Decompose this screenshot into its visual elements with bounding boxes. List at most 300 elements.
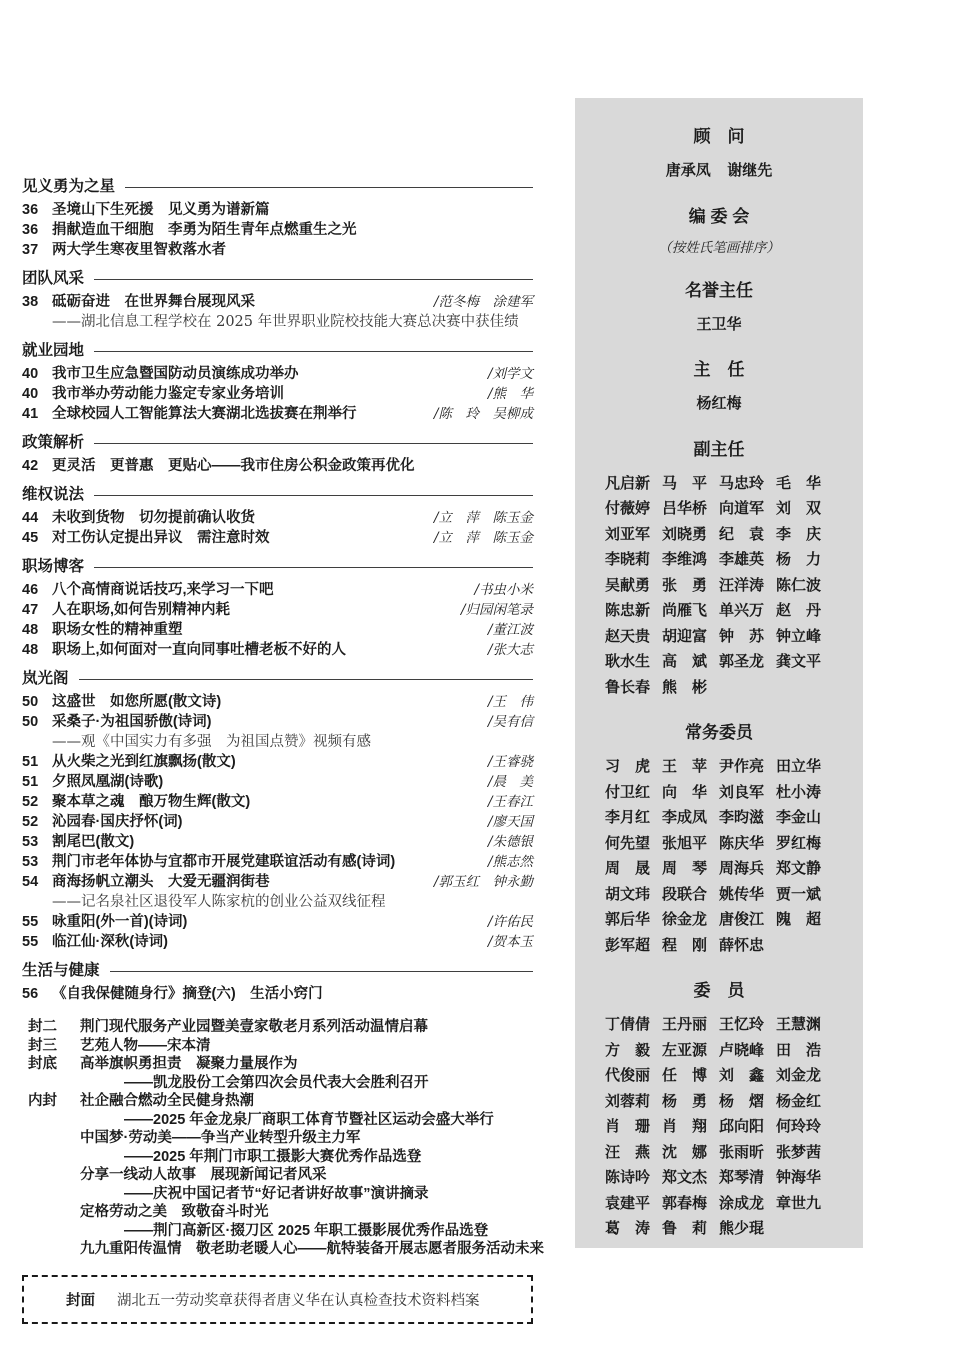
member-name: 李维鸿 — [662, 551, 708, 568]
board-name-row — [605, 496, 833, 522]
cover-box-text: 湖北五一劳动奖章获得者唐义华在认真检查技术资料档案 — [117, 1292, 480, 1309]
section-entries — [22, 456, 533, 476]
article-author: /贺本玉 — [487, 934, 533, 950]
section-rule — [79, 679, 533, 680]
member-name: 马忠玲 — [719, 474, 765, 492]
board-rows — [575, 471, 863, 701]
board-name-row — [575, 158, 863, 184]
page-number: 52 — [22, 794, 39, 810]
section-header — [22, 434, 533, 451]
article-author: /王睿骁 — [487, 754, 533, 770]
toc-entry — [22, 580, 533, 600]
section-entries — [22, 508, 533, 548]
toc-entry-row — [22, 812, 533, 832]
article-author: /立 萍 陈玉金 — [433, 510, 533, 526]
board-name-row — [605, 522, 833, 548]
member-name: 葛 涛 — [605, 1220, 651, 1237]
member-name: 唐承凤 — [665, 162, 711, 179]
board-name-row — [605, 907, 833, 933]
toc-entry — [22, 240, 533, 260]
member-name: 陈庆华 — [719, 834, 765, 852]
toc-entry — [22, 872, 533, 912]
member-name: 向 华 — [662, 783, 708, 801]
member-name: 涂成龙 — [719, 1194, 765, 1212]
member-name: 郑琴清 — [719, 1169, 765, 1186]
page-number: 51 — [22, 754, 39, 770]
member-name: 任 博 — [662, 1067, 708, 1084]
article-author: /吴有信 — [487, 714, 533, 730]
member-name: 熊 彬 — [662, 678, 708, 696]
member-name: 钟立峰 — [776, 627, 822, 645]
member-name: 汪 燕 — [605, 1143, 651, 1161]
board-name-row — [605, 573, 833, 599]
member-name: 代俊丽 — [605, 1067, 651, 1084]
member-name: 刘 鑫 — [719, 1067, 765, 1084]
board-group — [575, 722, 863, 958]
section-title: 就业园地 — [22, 342, 85, 359]
member-name: 张雨昕 — [719, 1143, 765, 1161]
article-author: /刘学文 — [487, 366, 533, 382]
member-name: 王慧渊 — [776, 1016, 822, 1033]
member-name: 毛 华 — [776, 474, 822, 492]
member-name: 刘 双 — [776, 500, 822, 517]
article-title: 圣境山下生死援 见义勇为谱新篇 — [52, 202, 270, 218]
section-title: 岚光阁 — [22, 670, 69, 687]
toc-entry-row — [22, 580, 533, 600]
board-name-row — [575, 312, 863, 338]
toc-entry — [22, 752, 533, 772]
member-name: 李雄英 — [719, 551, 765, 568]
toc-entry-row — [22, 240, 533, 260]
page-number: 37 — [22, 242, 39, 258]
board-name-row — [605, 1063, 833, 1089]
member-name: 汪洋涛 — [719, 576, 765, 594]
article-author: /董江波 — [487, 622, 533, 638]
cover-line: ——荆门高新区·掇刀区 2025 年职工摄影展优秀作品选登 — [124, 1222, 489, 1239]
cover-item — [22, 1037, 533, 1056]
article-author: /熊志然 — [487, 854, 533, 870]
editorial-board-panel — [575, 98, 863, 1248]
cover-line: 定格劳动之美 致敬奋斗时光 — [80, 1204, 269, 1220]
page-number: 40 — [22, 386, 39, 402]
board-name-row — [605, 1216, 833, 1242]
toc-section — [22, 558, 533, 660]
member-name: 赵天贵 — [605, 627, 651, 645]
section-header — [22, 670, 533, 687]
board-name-row — [605, 933, 833, 959]
article-subtitle: ——湖北信息工程学校在 2025 年世界职业院校技能大赛总决赛中获佳绩 — [52, 314, 519, 330]
article-title: 沁园春·国庆抒怀(词) — [52, 814, 183, 830]
section-entries — [22, 292, 533, 332]
section-rule — [110, 971, 533, 972]
toc-entry-row — [22, 600, 533, 620]
member-name: 周海兵 — [719, 860, 765, 877]
toc-entry-row — [22, 932, 533, 952]
cover-line: ——2025 年荆门市职工摄影大赛优秀作品选登 — [124, 1148, 422, 1165]
member-name: 刘晓勇 — [662, 525, 708, 543]
member-name: 邱向阳 — [719, 1118, 765, 1135]
section-entries — [22, 580, 533, 660]
board-name-row — [605, 780, 833, 806]
section-header — [22, 558, 533, 575]
member-name: 纪 袁 — [719, 525, 765, 543]
toc-entry-row — [22, 912, 533, 932]
board-name-row — [605, 1038, 833, 1064]
member-name: 陈忠新 — [605, 602, 651, 619]
board-group-title: 委 员 — [693, 981, 745, 1000]
member-name: 郑文静 — [776, 860, 822, 877]
toc-section — [22, 486, 533, 548]
section-title: 团队风采 — [22, 270, 85, 287]
toc-entry-row — [22, 456, 533, 476]
toc-section — [22, 670, 533, 952]
member-name: 鲁 莉 — [662, 1220, 708, 1237]
member-name: 张梦茜 — [776, 1143, 822, 1161]
page-number: 40 — [22, 366, 39, 382]
toc-entry-row — [22, 200, 533, 220]
toc-entry-row — [22, 508, 533, 528]
toc-entry-row — [22, 752, 533, 772]
toc-entry — [22, 692, 533, 712]
article-title: 两大学生寒夜里智救落水者 — [52, 242, 226, 258]
member-name: 李晓莉 — [605, 551, 651, 568]
article-author: /范冬梅 涂建军 — [433, 294, 533, 310]
member-name: 章世九 — [776, 1194, 822, 1212]
article-author: /书虫小米 — [474, 582, 533, 598]
toc-section — [22, 342, 533, 424]
section-title: 生活与健康 — [22, 962, 100, 979]
member-name: 郭圣龙 — [719, 653, 765, 670]
member-name: 谢继先 — [727, 162, 773, 179]
section-rule — [94, 495, 533, 496]
member-name: 杨 熠 — [719, 1092, 765, 1110]
member-name: 习 虎 — [605, 758, 651, 775]
cover-line: 艺苑人物——宋本清 — [80, 1037, 211, 1054]
board-name-row — [605, 1191, 833, 1217]
page-number: 55 — [22, 914, 39, 930]
toc-entry-row — [22, 792, 533, 812]
board-name-row — [605, 675, 833, 701]
toc-entry — [22, 456, 533, 476]
board-group-title: 顾 问 — [693, 127, 745, 146]
article-title: 砥砺奋进 在世界舞台展现风采 — [52, 294, 255, 310]
board-group — [575, 359, 863, 417]
member-name: 王卫华 — [696, 315, 742, 333]
article-title: 夕照凤凰湖(诗歌) — [52, 774, 164, 790]
member-name: 贾一斌 — [776, 885, 822, 903]
section-title: 见义勇为之星 — [22, 178, 116, 195]
page-number: 51 — [22, 774, 39, 790]
page-number: 50 — [22, 714, 39, 730]
board-group — [575, 980, 863, 1242]
cover-box-label: 封面 — [66, 1292, 95, 1309]
toc-entry — [22, 640, 533, 660]
toc-entry — [22, 932, 533, 952]
article-author: /朱德银 — [487, 834, 533, 850]
article-title: 全球校园人工智能算法大赛湖北选拔赛在荆举行 — [52, 406, 357, 422]
article-title: 更灵活 更普惠 更贴心——我市住房公积金政策再优化 — [52, 458, 415, 474]
page-number: 46 — [22, 582, 39, 598]
page-number: 44 — [22, 510, 39, 526]
article-author: /陈 玲 吴柳成 — [433, 406, 533, 422]
member-name: 郭后华 — [605, 911, 651, 928]
page-number: 41 — [22, 406, 39, 422]
member-name: 张旭平 — [662, 834, 708, 852]
member-name: 罗红梅 — [776, 834, 822, 852]
section-entries — [22, 200, 533, 260]
member-name: 卢晓峰 — [719, 1041, 765, 1059]
section-header — [22, 486, 533, 503]
toc-entry — [22, 620, 533, 640]
board-group-title: 常务委员 — [685, 723, 753, 742]
article-author: /王 伟 — [487, 694, 533, 710]
board-name-row — [605, 624, 833, 650]
toc-entry — [22, 712, 533, 752]
toc-entry — [22, 364, 533, 384]
cover-line: ——2025 年金龙泉厂商职工体育节暨社区运动会盛大举行 — [124, 1111, 494, 1128]
member-name: 杨金红 — [776, 1092, 822, 1110]
board-group — [575, 280, 863, 338]
article-author: /立 萍 陈玉金 — [433, 530, 533, 546]
section-rule — [94, 279, 533, 280]
toc-entry-row — [22, 364, 533, 384]
member-name: 高 斌 — [662, 653, 708, 670]
cover-line: ——庆祝中国记者节“好记者讲好故事”演讲摘录 — [124, 1185, 429, 1202]
page-number: 42 — [22, 458, 39, 474]
toc-entry — [22, 852, 533, 872]
section-entries — [22, 692, 533, 952]
member-name: 程 刚 — [662, 936, 708, 954]
page-number: 53 — [22, 854, 39, 870]
page-number: 38 — [22, 294, 39, 310]
member-name: 凡启新 — [605, 474, 651, 492]
section-header — [22, 962, 533, 979]
member-name: 付薇婷 — [605, 500, 651, 517]
board-rows — [575, 158, 863, 184]
article-title: 人在职场,如何告别精神内耗 — [52, 602, 231, 618]
member-name: 张 勇 — [662, 576, 708, 594]
article-title: 未收到货物 切勿提前确认收货 — [52, 510, 255, 526]
section-title: 维权说法 — [22, 486, 85, 503]
board-rows — [575, 391, 863, 417]
section-rule — [94, 567, 533, 568]
section-rule — [94, 443, 533, 444]
board-name-row — [605, 1089, 833, 1115]
cover-label: 封底 — [28, 1056, 57, 1072]
member-name: 沈 娜 — [662, 1143, 708, 1161]
toc-entry-row — [22, 832, 533, 852]
toc-entry — [22, 812, 533, 832]
member-name: 何先望 — [605, 834, 651, 852]
toc-entry — [22, 792, 533, 812]
toc-entry-row — [22, 712, 533, 732]
cover-line: 九九重阳传温情 敬老助老暖人心——航特装备开展志愿者服务活动未来 — [80, 1241, 544, 1257]
member-name: 李月红 — [605, 809, 651, 826]
cover-items — [22, 1018, 544, 1259]
board-group — [575, 206, 863, 258]
section-entries — [22, 364, 533, 424]
section-entries — [22, 984, 533, 1004]
member-name: 李昀滋 — [719, 809, 765, 826]
board-name-row — [605, 1114, 833, 1140]
member-name: 胡迎富 — [662, 627, 708, 645]
toc-entry — [22, 600, 533, 620]
article-title: 我市卫生应急暨国防动员演练成功举办 — [52, 366, 299, 382]
member-name: 尚雁飞 — [662, 602, 708, 619]
member-name: 刘亚军 — [605, 525, 651, 543]
article-title: 临江仙·深秋(诗词) — [52, 934, 168, 950]
board-rows — [575, 312, 863, 338]
toc-entry-row — [22, 984, 533, 1004]
page-number: 47 — [22, 602, 39, 618]
member-name: 钟 苏 — [719, 627, 765, 645]
board-group-title: 编 委 会 — [688, 206, 750, 226]
cover-label: 封二 — [28, 1019, 57, 1035]
article-title: 聚本草之魂 酿万物生辉(散文) — [52, 794, 251, 810]
page-number: 52 — [22, 814, 39, 830]
section-rule — [94, 351, 533, 352]
cover-photo-box — [22, 1275, 533, 1324]
article-title: 咏重阳(外一首)(诗词) — [52, 914, 188, 930]
cover-item — [22, 1018, 533, 1037]
article-author: /郭玉红 钟永勤 — [433, 874, 533, 890]
board-name-row — [575, 391, 863, 417]
board-name-row — [605, 1012, 833, 1038]
page-number: 53 — [22, 834, 39, 850]
board-name-row — [605, 649, 833, 675]
board-name-row — [605, 831, 833, 857]
page-number: 36 — [22, 222, 39, 238]
article-title: 职场女性的精神重塑 — [52, 622, 183, 638]
member-name: 李 庆 — [776, 525, 822, 543]
member-name: 龚文平 — [776, 653, 822, 670]
member-name: 杨 力 — [776, 551, 822, 568]
member-name: 鲁长春 — [605, 678, 651, 696]
board-name-row — [605, 598, 833, 624]
article-title: 荆门市老年体协与宜都市开展党建联谊活动有感(诗词) — [52, 854, 396, 870]
board-group-title: 主 任 — [693, 360, 745, 379]
board-group-title: 副主任 — [693, 439, 745, 459]
toc-entry-row — [22, 404, 533, 424]
cover-line: ——凯龙股份工会第四次会员代表大会胜利召开 — [124, 1074, 429, 1091]
toc-sections — [22, 178, 533, 1004]
article-author: /廖天国 — [487, 814, 533, 830]
member-name: 耿水生 — [605, 653, 651, 670]
member-name: 向道军 — [719, 500, 765, 517]
member-name: 肖 珊 — [605, 1118, 651, 1135]
member-name: 熊少琨 — [719, 1220, 765, 1237]
board-name-row — [605, 856, 833, 882]
member-name: 左亚源 — [662, 1041, 708, 1059]
toc-entry-row — [22, 640, 533, 660]
member-name: 钟海华 — [776, 1169, 822, 1186]
page-number: 36 — [22, 202, 39, 218]
page-number: 48 — [22, 642, 39, 658]
article-subtitle: ——观《中国实力有多强 为祖国点赞》视频有感 — [52, 734, 371, 750]
toc-section — [22, 962, 533, 1004]
member-name: 赵 丹 — [776, 602, 822, 619]
article-subtitle: ——记名泉社区退役军人陈家杭的创业公益双线征程 — [52, 894, 386, 910]
board-name-row — [605, 754, 833, 780]
toc-entry-row — [22, 384, 533, 404]
toc-entry — [22, 508, 533, 528]
cover-line: 荆门现代服务产业园暨美壹家敬老月系列活动温情启幕 — [80, 1019, 428, 1035]
member-name: 吕华桥 — [662, 500, 708, 517]
board-group-note: （按姓氏笔画排序） — [658, 239, 780, 256]
member-name: 付卫红 — [605, 783, 651, 801]
board-groups — [575, 126, 863, 1242]
member-name: 刘蓉莉 — [605, 1092, 651, 1110]
board-group — [575, 439, 863, 701]
article-author: /熊 华 — [487, 386, 533, 402]
member-name: 杨 勇 — [662, 1092, 708, 1110]
article-title: 职场上,如何面对一直向同事吐槽老板不好的人 — [52, 642, 347, 658]
board-name-row — [605, 1140, 833, 1166]
cover-lines — [80, 1055, 533, 1092]
board-name-row — [605, 471, 833, 497]
member-name: 郑文杰 — [662, 1169, 708, 1186]
cover-lines — [80, 1037, 533, 1056]
member-name: 周 晟 — [605, 860, 651, 877]
page-number: 56 — [22, 986, 39, 1002]
member-name: 徐金龙 — [662, 911, 708, 928]
cover-line: 高举旗帜勇担责 凝聚力量展作为 — [80, 1056, 298, 1072]
member-name: 方 毅 — [605, 1041, 651, 1059]
article-title: 对工伤认定提出异议 需注意时效 — [52, 530, 270, 546]
toc-entry — [22, 220, 533, 240]
board-name-row — [605, 882, 833, 908]
toc-entry — [22, 384, 533, 404]
member-name: 彭军超 — [605, 936, 651, 954]
article-title: 八个高情商说话技巧,来学习一下吧 — [52, 582, 274, 598]
toc-entry-row — [22, 852, 533, 872]
page-number: 50 — [22, 694, 39, 710]
toc-entry-row — [22, 528, 533, 548]
member-name: 王忆玲 — [719, 1016, 765, 1033]
cover-item — [22, 1092, 544, 1259]
member-name: 丁倩倩 — [605, 1016, 651, 1033]
page-number: 45 — [22, 530, 39, 546]
cover-item — [22, 1055, 533, 1092]
toc-entry-row — [22, 772, 533, 792]
toc-entry-row — [22, 872, 533, 892]
board-group-title: 名誉主任 — [685, 280, 753, 300]
member-name: 李金山 — [776, 809, 822, 826]
board-rows — [575, 754, 863, 958]
section-title: 政策解析 — [22, 434, 85, 451]
cover-label: 内封 — [28, 1093, 57, 1109]
member-name: 王丹丽 — [662, 1016, 708, 1033]
toc-entry-row — [22, 620, 533, 640]
article-author: /晨 美 — [487, 774, 533, 790]
toc-entry — [22, 528, 533, 548]
toc-entry — [22, 292, 533, 332]
section-header — [22, 270, 533, 287]
board-rows — [575, 1012, 863, 1242]
article-author: /王春江 — [487, 794, 533, 810]
member-name: 隗 超 — [776, 911, 822, 928]
article-title: 采桑子·为祖国骄傲(诗词) — [52, 714, 212, 730]
cover-line: 中国梦·劳动美——争当产业转型升级主力军 — [80, 1130, 361, 1146]
member-name: 段联合 — [662, 885, 708, 903]
member-name: 田 浩 — [776, 1041, 822, 1059]
member-name: 田立华 — [776, 758, 822, 775]
page-number: 48 — [22, 622, 39, 638]
member-name: 刘金龙 — [776, 1067, 822, 1084]
toc-entry — [22, 912, 533, 932]
article-title: 捐献造血干细胞 李勇为陌生青年点燃重生之光 — [52, 222, 357, 238]
article-author: /张大志 — [487, 642, 533, 658]
